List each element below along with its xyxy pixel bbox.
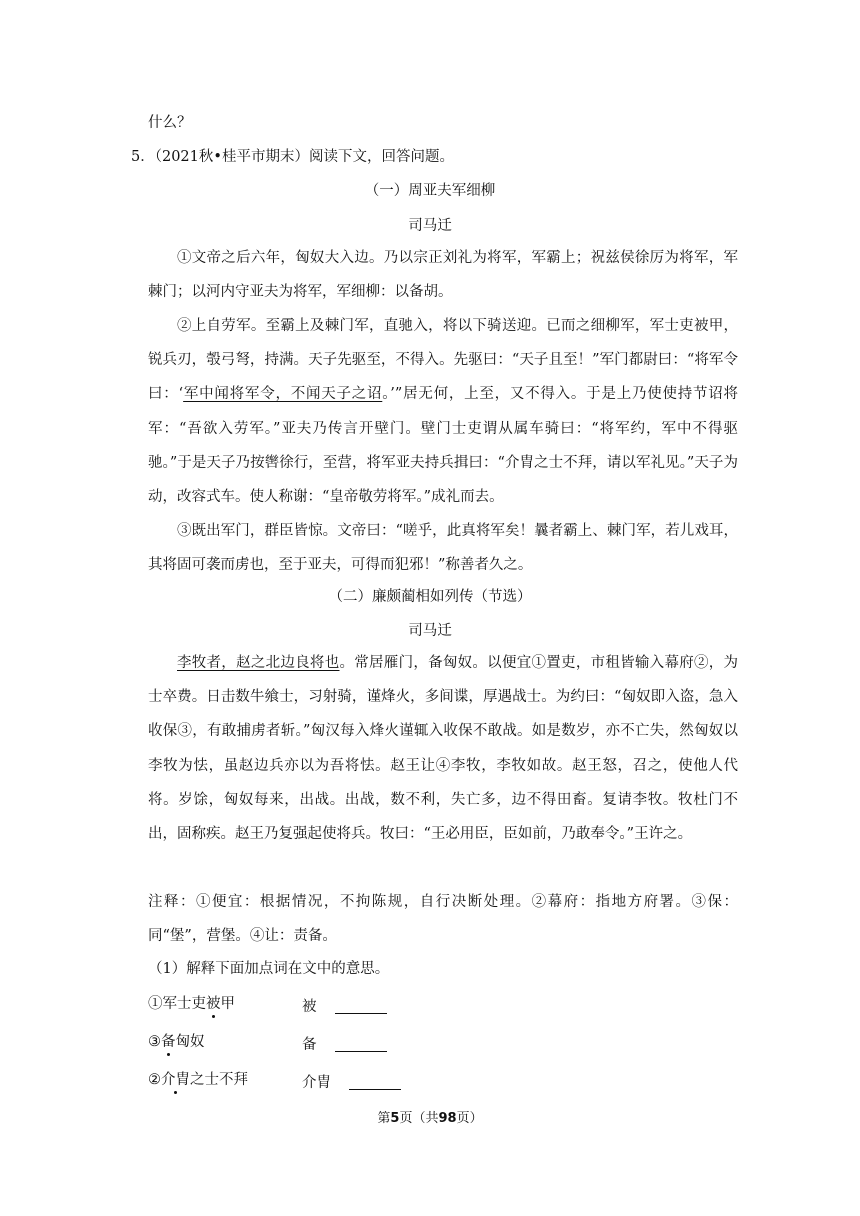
question-number: 5． bbox=[131, 149, 155, 165]
dotted-word: 介胄 bbox=[161, 1068, 190, 1089]
text2-title: （二）廉颇蔺相如列传（节选） bbox=[328, 589, 532, 605]
question-prompt: 阅读下文，回答问题。 bbox=[308, 149, 454, 165]
text2-paragraph: 李牧者，赵之北边良将也。常居雁门，备匈奴。以便宜①置吏，市租皆输入幕府②，为士卒费。日击数牛飨士，习射骑，谨烽火，多间谍，厚遇战士。为约曰：“匈奴即入盗，急入收保③，有敢捕虏者斩。”匈汉每入烽火谨辄入收保不敢战。如是数岁，亦不亡失，然匈奴以李牧为怯，虽赵边兵亦以为吾将怯。赵王让④李牧，李牧如故。赵王怒，召之，使他人代将。岁馀，匈奴每来，出战。出战，数不利，失亡多，边不得田畜。复请李牧。牧杜门不出，固称疾。赵王乃复强起使将兵。牧曰：“王必用臣，臣如前，乃敢奉令。”王许之。 bbox=[148, 655, 739, 843]
text1-paragraph-1: ①文帝之后六年，匈奴大入边。乃以宗正刘礼为将军，军霸上；祝兹侯徐厉为将军，军棘门；以河内守亚夫为将军，军细柳：以备胡。 bbox=[148, 250, 738, 301]
answer-blank[interactable] bbox=[349, 1089, 401, 1090]
current-page: 5 bbox=[390, 1111, 400, 1126]
answer-blank[interactable] bbox=[335, 1013, 387, 1014]
answer-line-3: 介胄 bbox=[302, 1071, 401, 1092]
total-pages: 98 bbox=[438, 1111, 457, 1126]
text1-paragraph-2: ②上自劳军。至霸上及棘门军，直驰入，将以下骑送迎。已而之细柳军，军士吏被甲，锐兵刃，彀弓弩，持满。天子先驱至，不得入。先驱曰：“天子且至！”军门都尉曰：“将军令曰：‘军中闻将军令，不闻天子之诏。’”居无何，上至，又不得入。于是上乃使使持节诏将军：“吾欲入劳军。”亚夫乃传言开壁门。壁门士吏谓从属车骑曰：“将军约，军中不得驱驰。”于是天子乃按辔徐行，至营，将军亚夫持兵揖曰：“介胄之士不拜，请以军礼见。”天子为动，改容式车。使人称谢：“皇帝敬劳将军。”成礼而去。 bbox=[148, 318, 739, 506]
answer-line-1: 被 bbox=[302, 995, 387, 1016]
subquestion-item-1: ①军士吏被甲 bbox=[148, 992, 235, 1013]
top-fragment: 什么？ bbox=[148, 115, 192, 131]
subquestion-1-prompt: （1）解释下面加点词在文中的意思。 bbox=[148, 961, 390, 977]
text1-author: 司马迁 bbox=[408, 218, 452, 234]
underlined-sentence: 李牧者，赵之北边良将也 bbox=[177, 655, 340, 671]
dotted-word: 被 bbox=[206, 992, 221, 1013]
answer-blank[interactable] bbox=[335, 1051, 387, 1052]
answer-line-2: 备 bbox=[302, 1033, 387, 1054]
dotted-word: 备 bbox=[161, 1030, 176, 1051]
note-ref-2: ② bbox=[693, 655, 709, 671]
subquestion-item-3: ②介胄之士不拜 bbox=[148, 1068, 248, 1089]
text1-paragraph-3: ③既出军门，群臣皆惊。文帝曰：“嗟乎，此真将军矣！曩者霸上、棘门军，若儿戏耳，其将固可袭而虏也，至于亚夫，可得而犯邪！”称善者久之。 bbox=[148, 523, 738, 574]
text1-title: （一）周亚夫军细柳 bbox=[364, 183, 496, 199]
question-source: （2021秋•桂平市期末） bbox=[154, 149, 309, 165]
note-ref-1: ① bbox=[531, 655, 547, 671]
question-5-header bbox=[131, 145, 454, 166]
underlined-sentence: 军中闻将军令，不闻天子之诏 bbox=[183, 386, 383, 403]
note-ref-3: ③ bbox=[177, 723, 193, 740]
page-footer: 第5页（共98页） bbox=[377, 1111, 483, 1126]
subquestion-item-2: ③备匈奴 bbox=[148, 1030, 205, 1051]
text2-author: 司马迁 bbox=[408, 623, 452, 639]
note-ref-4: ④ bbox=[435, 757, 451, 774]
annotations: 注释：①便宜：根据情况，不拘陈规，自行决断处理。②幕府：指地方府署。③保：同“堡”，营堡。④让：责备。 bbox=[148, 894, 738, 945]
